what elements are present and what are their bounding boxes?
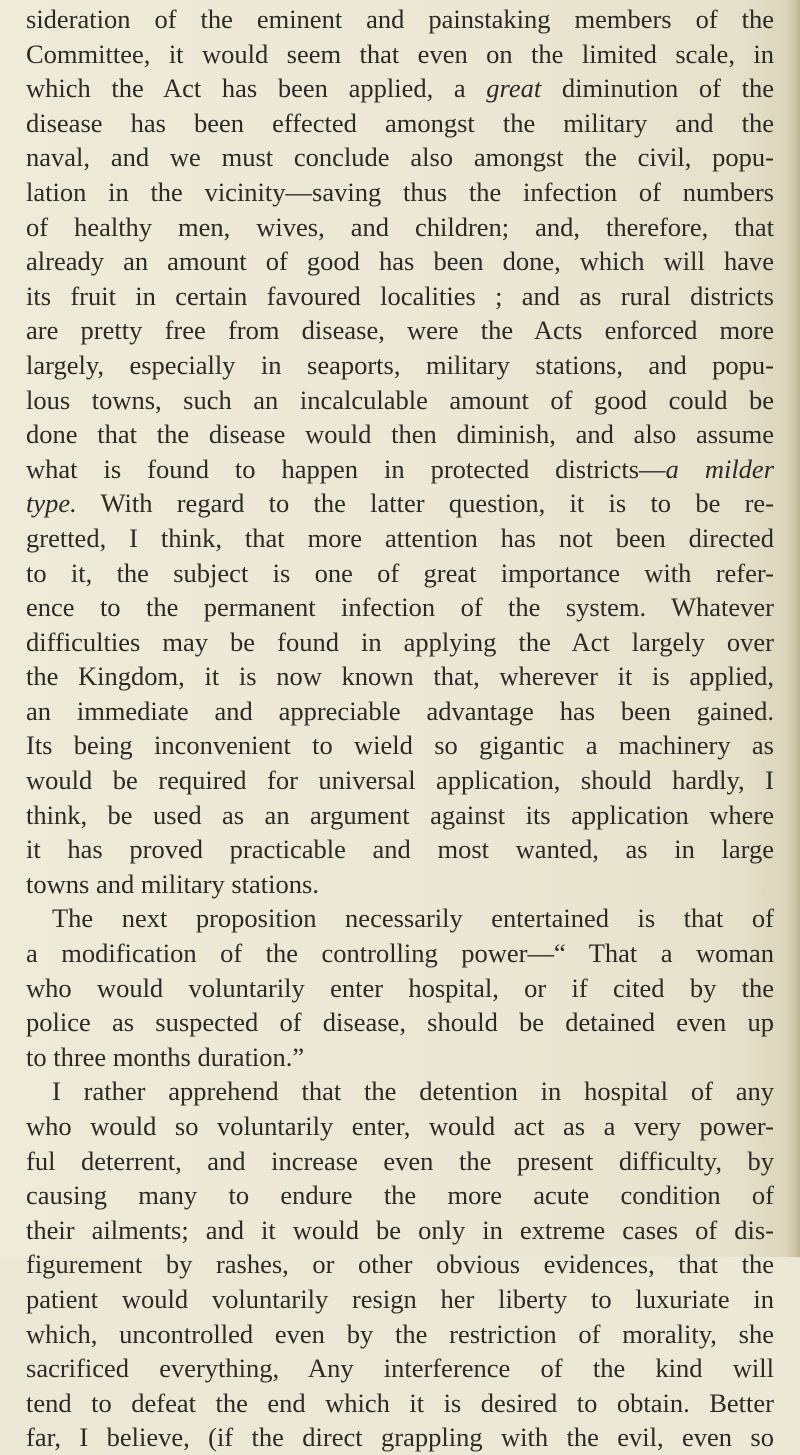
text-line (26, 1178, 774, 1213)
text-line (26, 625, 774, 660)
text-line-content: towns and military stations. (26, 868, 319, 899)
text-line-content: sideration of the eminent and painstaking members of the (26, 4, 774, 34)
text-line-content: to three months duration.” (26, 1041, 305, 1072)
italic-phrase: a milder (665, 453, 774, 484)
text-line (26, 71, 774, 106)
text-line (26, 2, 774, 37)
text-line-content: their ailments; and it would be only in extreme cases of dis- (26, 1214, 774, 1245)
text-line-content: a modification of the controlling power—“ That a woman (26, 938, 774, 969)
text-line (26, 1247, 774, 1282)
text-line-content: already an amount of good has been done, which will have (26, 246, 774, 277)
text-line-content: think, be used as an argument against its application where (26, 799, 774, 830)
text-line (26, 763, 774, 798)
text-line-content: far, I believe, (if the direct grappling with the evil, even so (26, 1422, 774, 1453)
text-line (26, 417, 774, 452)
text-line-content: which the Act has been applied, a (26, 73, 487, 104)
text-line (26, 1213, 774, 1248)
text-line-content: ence to the permanent infection of the system. Whatever (26, 592, 774, 623)
text-line-content: Its being inconvenient to wield so gigantic a machinery as (26, 730, 774, 761)
text-line (26, 867, 774, 902)
text-line (26, 1109, 774, 1144)
italic-phrase: great (486, 73, 542, 104)
text-line-content: lation in the vicinity—saving thus the infection of numbers (26, 176, 774, 207)
text-line-content: largely, especially in seaports, military stations, and popu- (26, 349, 774, 380)
text-line-content: to it, the subject is one of great importance with refer- (26, 557, 774, 588)
text-line-content: causing many to endure the more acute condition of (26, 1180, 774, 1211)
text-line (26, 452, 774, 487)
text-line-content: gretted, I think, that more attention has not been directed (26, 522, 774, 553)
text-line (26, 971, 774, 1006)
text-line-content: ful deterrent, and increase even the present difficulty, by (26, 1145, 774, 1176)
text-line (26, 1282, 774, 1317)
text-line (26, 486, 774, 521)
text-line-content: naval, and we must conclude also amongst the civil, popu- (26, 142, 774, 173)
text-line (26, 901, 774, 936)
text-line (26, 1317, 774, 1352)
text-line (26, 279, 774, 314)
text-line (26, 936, 774, 971)
text-line (26, 313, 774, 348)
text-line-content: it has proved practicable and most wanted, as in large (26, 834, 774, 865)
text-line (26, 1005, 774, 1040)
text-line-content: who would voluntarily enter hospital, or if cited by the (26, 972, 774, 1003)
text-line-content: figurement by rashes, or other obvious evidences, that the (26, 1249, 774, 1280)
text-line (26, 521, 774, 556)
text-line-content: which, uncontrolled even by the restriction of morality, she (26, 1318, 774, 1349)
text-line (26, 140, 774, 175)
text-line-content: what is found to happen in protected districts— (26, 453, 666, 484)
text-line-content: lous towns, such an incalculable amount of good could be (26, 384, 774, 415)
text-line (26, 210, 774, 245)
text-line-content: the Kingdom, it is now known that, wherever it is applied, (26, 661, 774, 692)
text-line-content: The next proposition necessarily entertained is that of (52, 903, 774, 934)
text-line (26, 244, 774, 279)
text-line (26, 728, 774, 763)
text-line-content: I rather apprehend that the detention in hospital of any (52, 1076, 774, 1107)
text-line-content: are pretty free from disease, were the Acts enforced more (26, 315, 774, 346)
text-line (26, 348, 774, 383)
text-line (26, 832, 774, 867)
text-line (26, 1386, 774, 1421)
text-line (26, 106, 774, 141)
text-line-continuation: diminution of the (541, 73, 774, 104)
body-text (26, 2, 774, 1455)
text-line (26, 37, 774, 72)
text-line (26, 1351, 774, 1386)
text-line (26, 175, 774, 210)
text-line-content: patient would voluntarily resign her liberty to luxuriate in (26, 1283, 774, 1314)
text-line-content: would be required for universal application, should hardly, I (26, 765, 774, 796)
text-line-content: sacrificed everything, Any interference of the kind will (26, 1353, 774, 1384)
text-line (26, 1144, 774, 1179)
text-line-continuation: With regard to the latter question, it is to be re- (76, 488, 774, 519)
text-line (26, 798, 774, 833)
page-edge (786, 0, 800, 1257)
text-line (26, 1074, 774, 1109)
text-line-content: difficulties may be found in applying the Act largely over (26, 626, 774, 657)
text-line (26, 1040, 774, 1075)
text-line (26, 659, 774, 694)
text-line-content: done that the disease would then diminish, and also assume (26, 419, 774, 450)
text-line-content: of healthy men, wives, and children; and, therefore, that (26, 211, 774, 242)
italic-phrase: type. (26, 488, 77, 519)
text-line (26, 556, 774, 591)
text-line-content: who would so voluntarily enter, would act as a very power- (26, 1111, 774, 1141)
text-line-content: police as suspected of disease, should be detained even up (26, 1007, 774, 1038)
text-line-content: disease has been effected amongst the military and the (26, 107, 774, 138)
text-line (26, 1420, 774, 1455)
text-line-content: tend to defeat the end which it is desired to obtain. Better (26, 1387, 774, 1418)
text-line (26, 590, 774, 625)
text-line-content: an immediate and appreciable advantage has been gained. (26, 695, 774, 726)
text-line (26, 383, 774, 418)
text-line-content: its fruit in certain favoured localities ; and as rural districts (26, 280, 774, 311)
text-line-content: Committee, it would seem that even on the limited scale, in (26, 38, 774, 69)
text-line (26, 694, 774, 729)
